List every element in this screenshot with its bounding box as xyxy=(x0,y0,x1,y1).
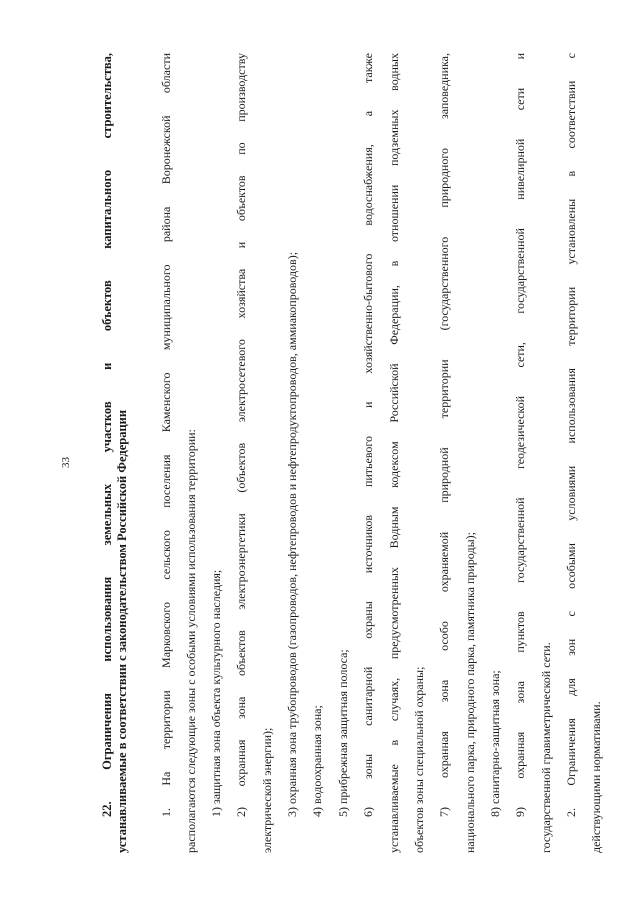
list-item-continuation: государственной гравиметрической сети. xyxy=(539,642,553,853)
list-item: 2) охранная зона объектов электроэнергетики (объектов электросетевого хозяйства и объектов по производству xyxy=(234,53,248,817)
list-item: 1) защитная зона объекта культурного наследия; xyxy=(209,569,223,817)
paragraph-line: располагаются следующие зоны с особыми условиями использования территории: xyxy=(184,429,198,853)
section-heading-line-1: 22. Ограничения использования земельных участков и объектов капитального строительства, xyxy=(100,53,114,817)
paragraph-line: 1. На территории Марковского сельского поселения Каменского муниципального района Воронежской области xyxy=(159,53,173,817)
list-item: 8) санитарно-защитная зона; xyxy=(488,670,502,817)
paragraph-line: 2. Ограничения для зон с особыми условиями использования территории установлены в соответствии с xyxy=(564,53,578,817)
list-item: 3) охранная зона трубопроводов (газопроводов, нефтепроводов и нефтепродуктопроводов, аммиакопроводов); xyxy=(285,251,299,817)
rotated-text-block xyxy=(60,53,603,853)
list-item-continuation: устанавливаемые в случаях, предусмотренных Водным кодексом Российской Федерации, в отношении подземных водных xyxy=(387,53,401,853)
list-item-continuation: национального парка, природного парка, памятника природы); xyxy=(463,532,477,853)
list-item-continuation: электрической энергии); xyxy=(260,727,274,853)
list-item: 9) охранная зона пунктов государственной геодезической сети, государственной нивелирной сети и xyxy=(513,53,527,817)
list-item: 5) прибрежная защитная полоса; xyxy=(336,649,350,817)
list-item-continuation: объектов зоны специальной охраны; xyxy=(412,666,426,853)
list-item: 4) водоохранная зона; xyxy=(310,705,324,817)
list-item: 7) охранная зона особо охраняемой природной территории (государственного природного заповедника, xyxy=(437,53,451,817)
section-heading-line-2: устанавливаемые в соответствии с законодательством Российской Федерации xyxy=(115,409,129,853)
paragraph-line: действующими нормативами. xyxy=(589,701,603,853)
list-item: 6) зоны санитарной охраны источников питьевого и хозяйственно-бытового водоснабжения, а также xyxy=(361,53,375,817)
page-number: 33 xyxy=(60,457,72,468)
